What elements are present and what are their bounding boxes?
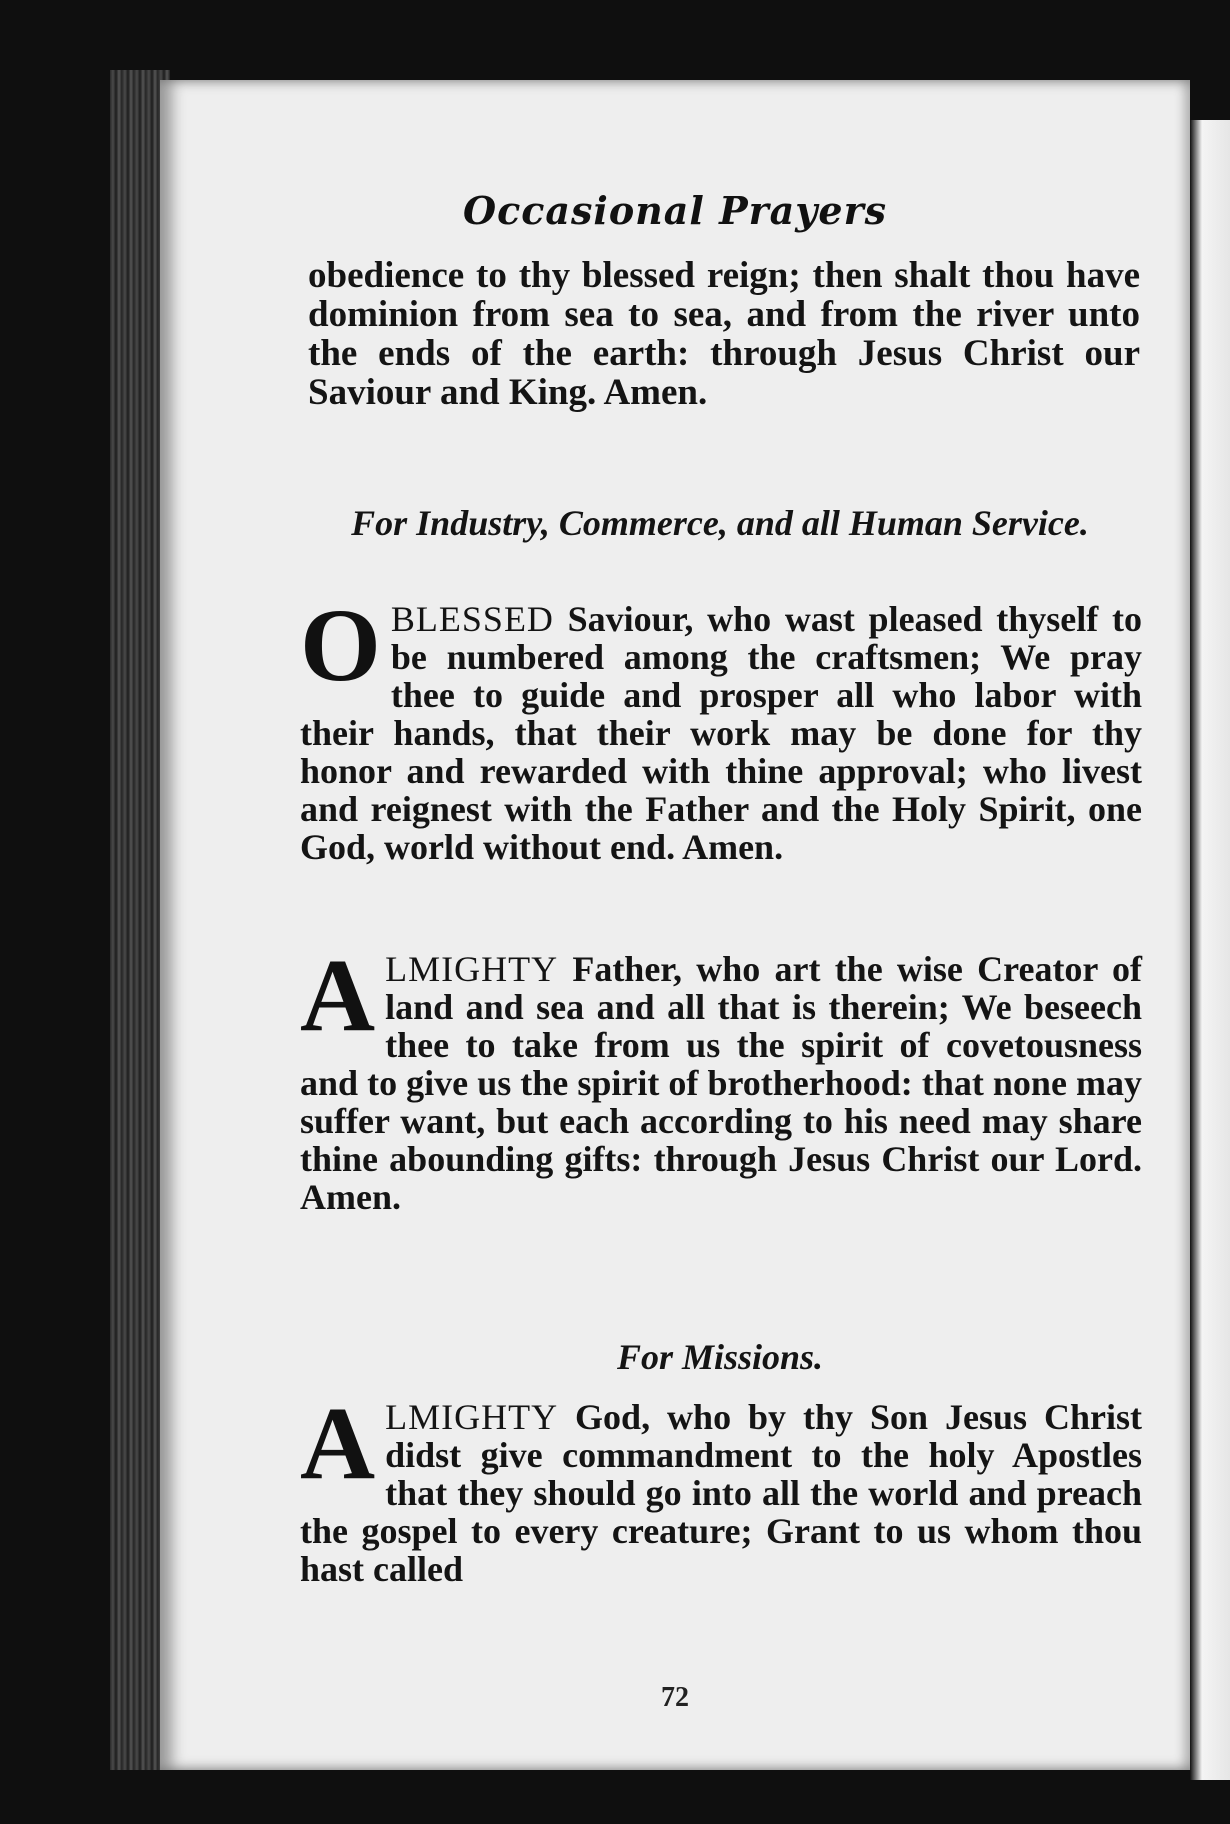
section-heading-industry: For Industry, Commerce, and all Human Service. xyxy=(351,503,1089,543)
prayer-body: God, who by thy Son Jesus Christ didst give commandment to the holy Apostles that they should go into all the world and preach the gospel to every creature; Grant to us whom thou hast called xyxy=(300,1397,1142,1589)
prayer-body: Saviour, who wast pleased thyself to be numbered among the craftsmen; We pray thee to guide and prosper all who labor with their hands, that their work may be done for thy honor and rewarded with thine approval; who livest and reignest with the Father and the Holy Spirit, one God, world without end. Amen. xyxy=(300,599,1142,867)
small-caps-word: BLESSED xyxy=(390,599,554,639)
prayer-blessed-saviour xyxy=(300,588,1142,867)
continued-prayer-text: obedience to thy blessed reign; then shalt thou have dominion from sea to sea, and from the river unto the ends of the earth: through Jesus Christ our Saviour and King. Amen. xyxy=(308,255,1140,413)
drop-cap: A xyxy=(300,1386,376,1501)
drop-cap: A xyxy=(300,938,376,1053)
small-caps-word: LMIGHTY xyxy=(385,1397,559,1437)
prayer-almighty-father xyxy=(300,938,1142,1217)
page-number: 72 xyxy=(661,1682,689,1713)
drop-cap: O xyxy=(300,588,381,703)
prayer-body: Father, who art the wise Creator of land and sea and all that is therein; We beseech thee to take from us the spirit of covetousness and to give us the spirit of brotherhood: that none may suffer want, but each according to his need may share thine abounding gifts: through Jesus Christ our Lord. Amen. xyxy=(300,949,1142,1217)
prayer-almighty-god xyxy=(300,1386,1142,1589)
section-heading-missions: For Missions. xyxy=(616,1337,824,1377)
small-caps-word: LMIGHTY xyxy=(385,949,559,989)
book-page xyxy=(160,80,1190,1770)
running-head: Occasional Prayers xyxy=(463,188,887,233)
facing-page-edge xyxy=(1190,120,1230,1780)
